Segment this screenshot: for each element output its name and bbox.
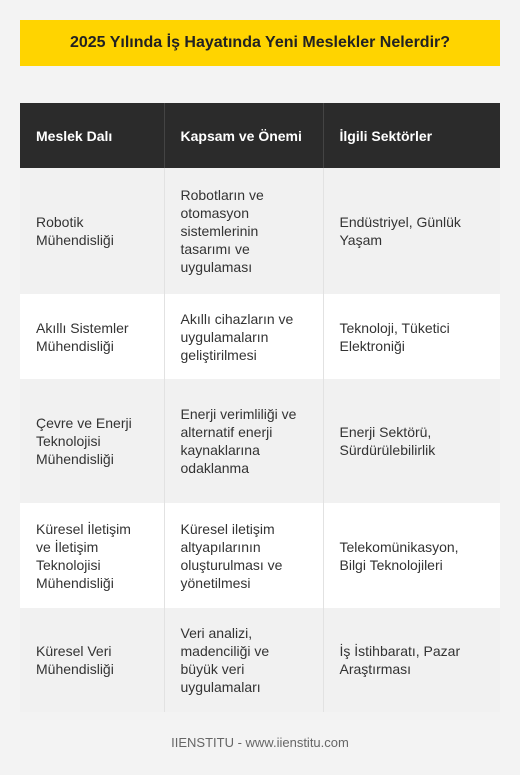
- table-row: [20, 379, 500, 503]
- column-header-sectors: İlgili Sektörler: [323, 103, 500, 168]
- profession-cell: Akıllı Sistemler Mühendisliği: [20, 294, 164, 379]
- profession-cell: Küresel Veri Mühendisliği: [20, 608, 164, 712]
- table-row: [20, 608, 500, 712]
- profession-cell: Robotik Mühendisliği: [20, 168, 164, 294]
- scope-cell: Akıllı cihazların ve uygulamaların geliştirilmesi: [164, 294, 323, 379]
- column-header-profession: Meslek Dalı: [20, 103, 164, 168]
- table-header-row: [20, 103, 500, 168]
- sectors-cell: Endüstriyel, Günlük Yaşam: [323, 168, 500, 294]
- scope-cell: Küresel iletişim altyapılarının oluşturulması ve yönetilmesi: [164, 503, 323, 608]
- page-title: 2025 Yılında İş Hayatında Yeni Meslekler Nelerdir?: [20, 20, 500, 66]
- table-row: [20, 168, 500, 294]
- sectors-cell: Enerji Sektörü, Sürdürülebilirlik: [323, 379, 500, 503]
- scope-cell: Robotların ve otomasyon sistemlerinin tasarımı ve uygulaması: [164, 168, 323, 294]
- profession-cell: Küresel İletişim ve İletişim Teknolojisi Mühendisliği: [20, 503, 164, 608]
- sectors-cell: İş İstihbaratı, Pazar Araştırması: [323, 608, 500, 712]
- sectors-cell: Teknoloji, Tüketici Elektroniği: [323, 294, 500, 379]
- sectors-cell: Telekomünikasyon, Bilgi Teknolojileri: [323, 503, 500, 608]
- scope-cell: Enerji verimliliği ve alternatif enerji kaynaklarına odaklanma: [164, 379, 323, 503]
- column-header-scope: Kapsam ve Önemi: [164, 103, 323, 168]
- footer-credit: IIENSTITU - www.iienstitu.com: [171, 735, 349, 750]
- profession-cell: Çevre ve Enerji Teknolojisi Mühendisliği: [20, 379, 164, 503]
- professions-table: [20, 103, 500, 712]
- table-row: [20, 503, 500, 608]
- scope-cell: Veri analizi, madenciliği ve büyük veri uygulamaları: [164, 608, 323, 712]
- table-row: [20, 294, 500, 379]
